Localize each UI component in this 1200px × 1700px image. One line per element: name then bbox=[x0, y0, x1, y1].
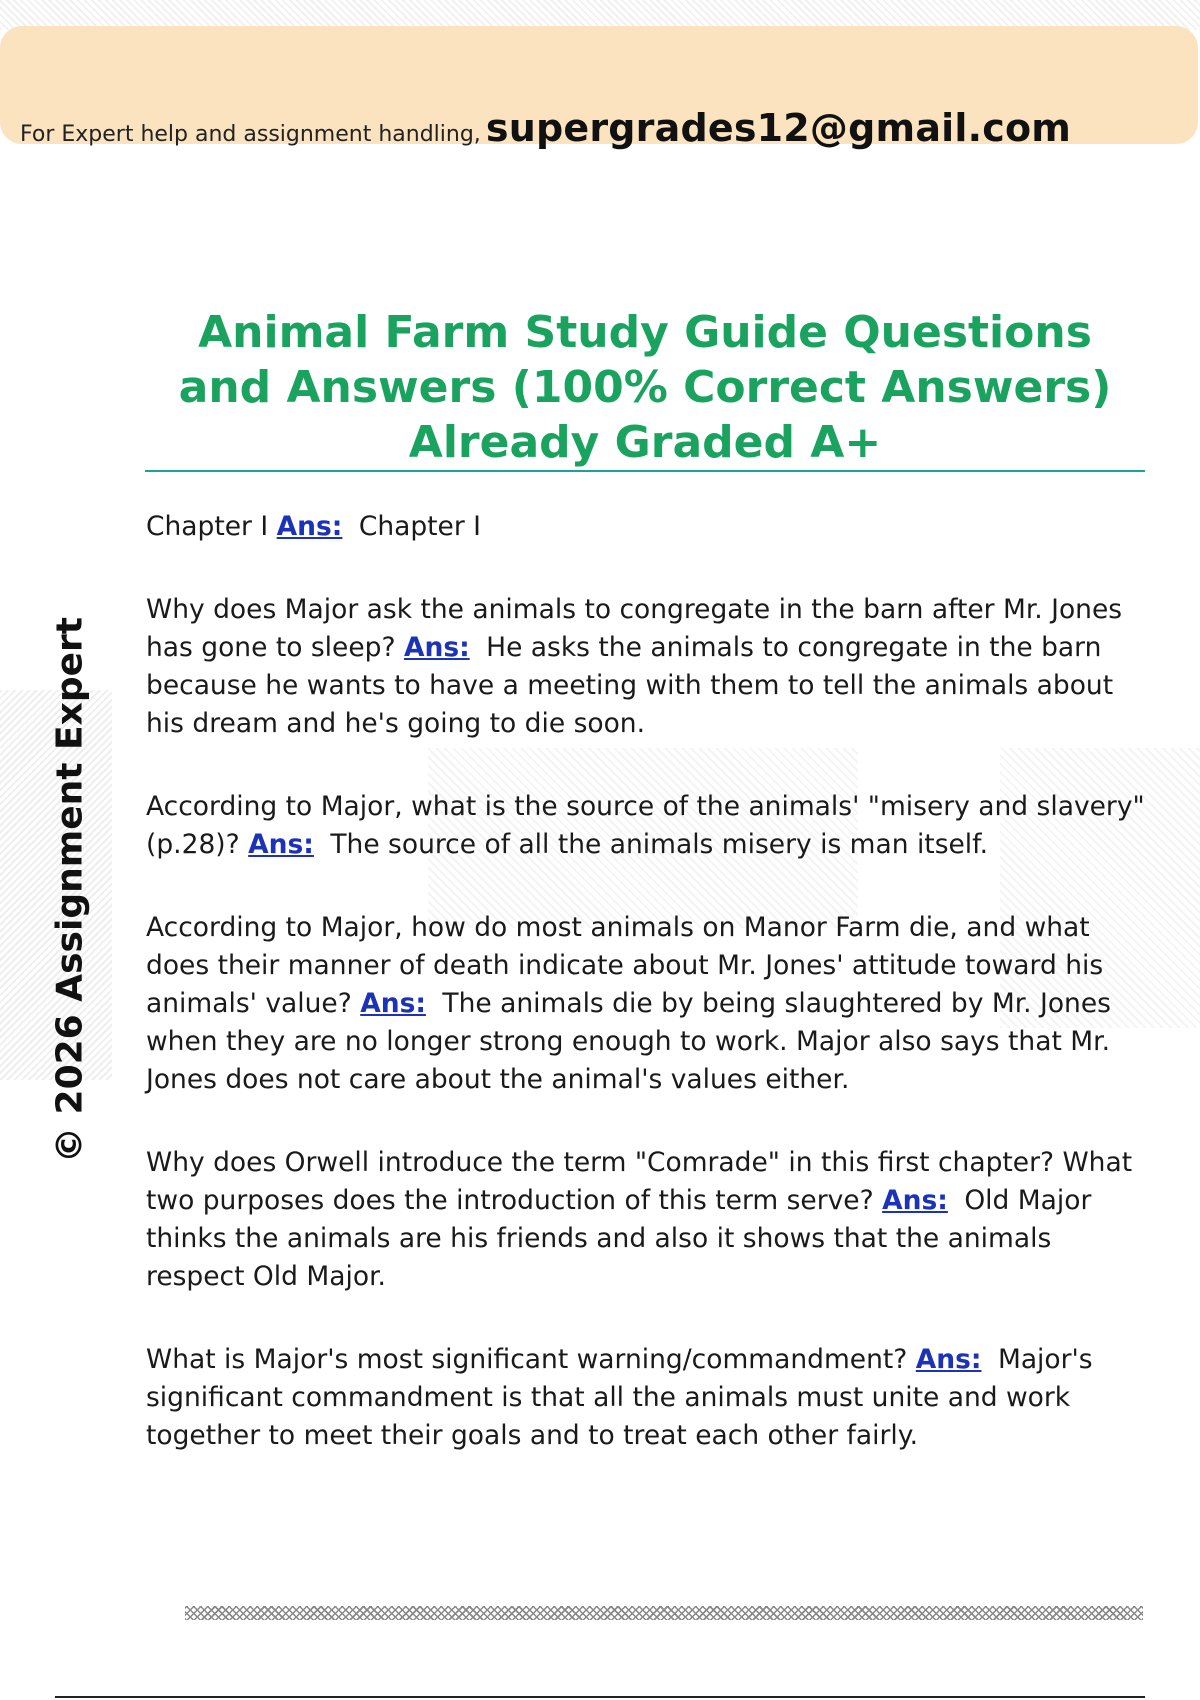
question-text: What is Major's most significant warning/commandment? bbox=[146, 1344, 908, 1375]
question-text: Chapter I bbox=[146, 511, 269, 542]
document-title: Animal Farm Study Guide Questions and Answers (100% Correct Answers) Already Graded A+ bbox=[178, 307, 1112, 468]
answer-text: The animals die by being slaughtered by Mr. Jones when they are no longer strong enough to work. Major also says that Mr. Jones does not care about the animal's values either. bbox=[146, 988, 1111, 1095]
answer-text: He asks the animals to congregate in the barn because he wants to have a meeting with them to tell the animals about his dream and he's going to die soon. bbox=[146, 632, 1114, 739]
banner-email[interactable]: supergrades12@gmail.com bbox=[485, 106, 1072, 150]
ans-link[interactable]: Ans: bbox=[360, 988, 426, 1019]
answer-text: Old Major thinks the animals are his friends and also it shows that the animals respect Old Major. bbox=[146, 1185, 1092, 1292]
banner-prefix: For Expert help and assignment handling, bbox=[20, 122, 481, 147]
ans-link[interactable]: Ans: bbox=[276, 511, 343, 542]
ans-link[interactable]: Ans: bbox=[882, 1185, 948, 1216]
qa-item bbox=[146, 508, 1146, 546]
answer-text: The source of all the animals misery is man itself. bbox=[330, 829, 988, 860]
qa-list bbox=[146, 508, 1146, 1500]
qa-item bbox=[146, 591, 1146, 743]
qa-item bbox=[146, 788, 1146, 864]
decorative-zigzag-divider bbox=[185, 1606, 1143, 1620]
bottom-divider bbox=[55, 1696, 1145, 1698]
answer-text: Chapter I bbox=[358, 511, 481, 542]
ans-link[interactable]: Ans: bbox=[915, 1344, 982, 1375]
contact-banner bbox=[0, 26, 1198, 150]
question-text: According to Major, what is the source of the animals' "misery and slavery" (p.28)? bbox=[146, 791, 1145, 860]
qa-item bbox=[146, 1144, 1146, 1296]
question-text: According to Major, how do most animals on Manor Farm die, and what does their manner of death indicate about Mr. Jones' attitude toward his animals' value? bbox=[146, 912, 1104, 1019]
title-underline bbox=[145, 470, 1145, 472]
answer-text: Major's significant commandment is that all the animals must unite and work together to meet their goals and to treat each other fairly. bbox=[146, 1344, 1093, 1451]
banner-line bbox=[20, 106, 1071, 150]
qa-item bbox=[146, 909, 1146, 1099]
question-text: Why does Orwell introduce the term "Comrade" in this first chapter? What two purposes does the introduction of this term serve? bbox=[146, 1147, 1133, 1216]
question-text: Why does Major ask the animals to congregate in the barn after Mr. Jones has gone to sleep? bbox=[146, 594, 1123, 663]
ans-link[interactable]: Ans: bbox=[248, 829, 314, 860]
copyright-watermark: © 2026 Assignment Expert bbox=[49, 617, 91, 1163]
ans-link[interactable]: Ans: bbox=[403, 632, 470, 663]
qa-item bbox=[146, 1341, 1146, 1455]
